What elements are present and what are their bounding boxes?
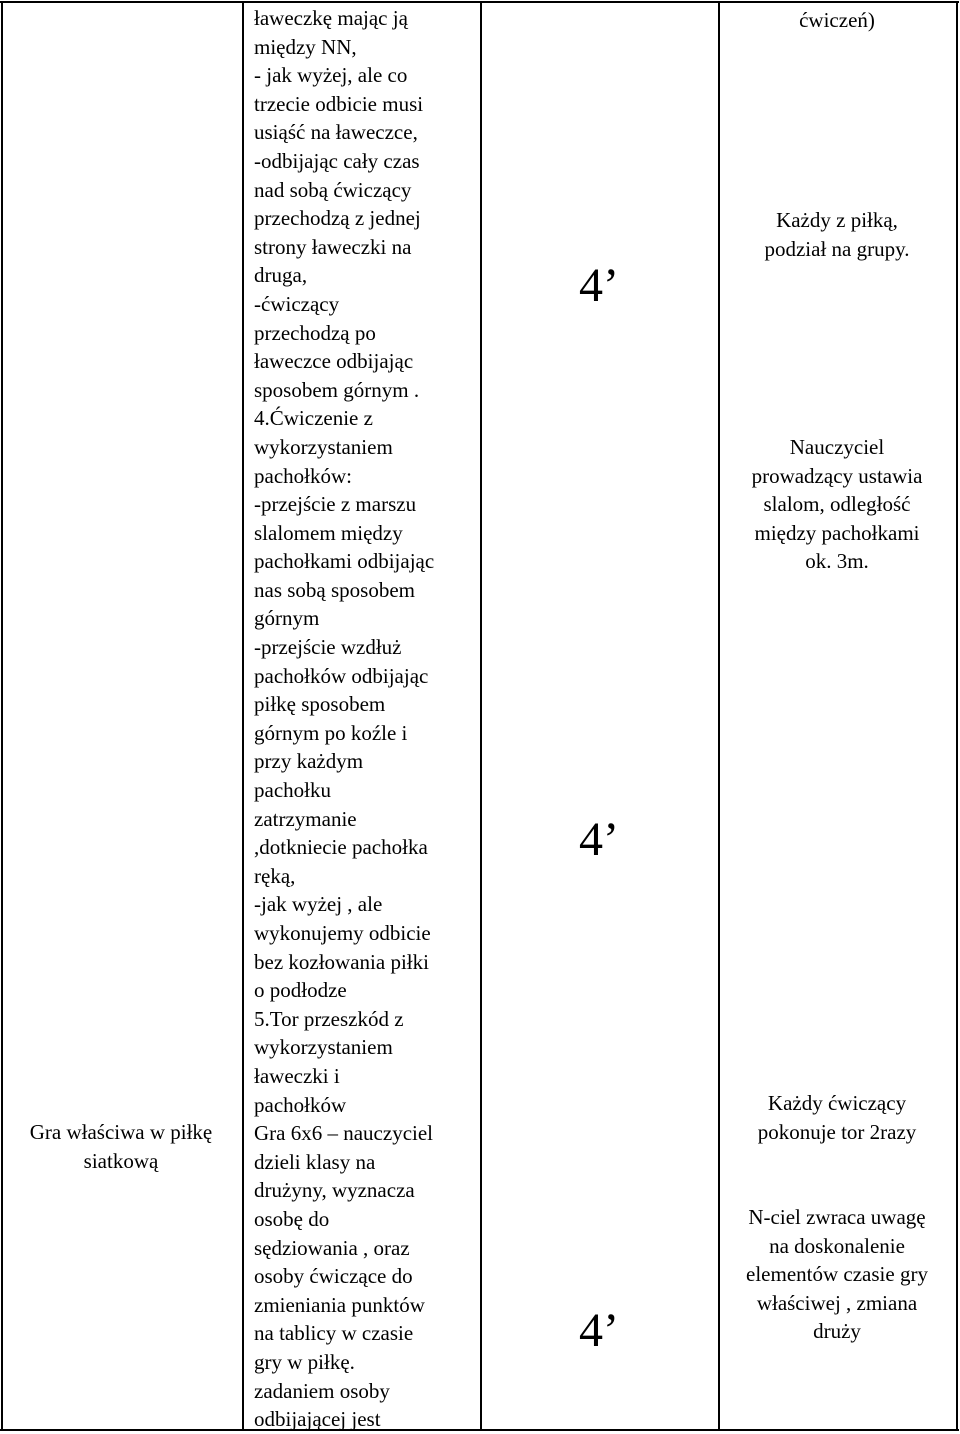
remark-line: druży	[813, 1319, 861, 1344]
exercise-line: pachołków	[254, 1092, 347, 1117]
exercise-line: pachołku	[254, 778, 331, 803]
topic-line: siatkową	[83, 1148, 159, 1173]
remark-line: elementów czasie gry	[746, 1262, 928, 1287]
remark-line: na doskonalenie	[769, 1233, 905, 1258]
column-divider-3	[718, 1, 720, 1431]
exercise-line: -przejście z marszu	[254, 492, 417, 517]
remark-line: prowadzący ustawia	[751, 463, 923, 488]
remark-line: ok. 3m.	[805, 549, 869, 574]
duration-value: 4’	[579, 1304, 619, 1357]
column-divider-2	[480, 1, 482, 1431]
topic-line: Gra właściwa w piłkę	[29, 1120, 213, 1144]
exercise-line: przy każdym	[254, 749, 364, 774]
exercise-line: trzecie odbicie musi	[254, 91, 424, 116]
exercise-line: wykorzystaniem	[254, 1035, 393, 1060]
remark-line: Każdy z piłką,	[776, 208, 898, 232]
exercise-line: pachołków odbijając	[254, 663, 429, 688]
exercise-line: sędziowania , oraz	[254, 1235, 410, 1260]
exercise-line: bez kozłowania piłki	[254, 949, 429, 974]
exercise-line: -ćwiczący	[254, 291, 340, 316]
exercise-line: 5.Tor przeszkód z	[254, 1006, 404, 1031]
remark-line: N-ciel zwraca uwagę	[748, 1205, 926, 1229]
exercise-line: pachołkami odbijając	[254, 549, 435, 574]
exercise-line: przechodzą po	[254, 320, 376, 345]
exercise-line: zatrzymanie	[254, 806, 357, 831]
exercise-line: -jak wyżej , ale	[254, 892, 383, 917]
exercise-line: 4.Ćwiczenie z	[254, 406, 373, 431]
exercise-line: slalomem między	[254, 520, 403, 545]
remark-line: Każdy ćwiczący	[767, 1091, 907, 1115]
exercise-line: -przejście wzdłuż	[254, 635, 402, 660]
topic-cell	[4, 1118, 238, 1175]
exercise-line: ławeczkę mając ją	[254, 6, 408, 30]
exercise-line: między NN,	[254, 34, 357, 59]
exercise-line: strony ławeczki na	[254, 234, 412, 259]
remark-block	[722, 1203, 952, 1346]
exercise-line: druga,	[254, 263, 308, 288]
exercise-line: usiąść na ławeczce,	[254, 120, 418, 145]
exercises-cell	[254, 4, 479, 1434]
remark-line: między pachołkami	[754, 520, 920, 545]
exercise-line: nad sobą ćwiczący	[254, 177, 412, 202]
column-divider-1	[242, 1, 244, 1431]
exercise-line: ławeczki i	[254, 1063, 340, 1088]
duration-value: 4’	[579, 813, 619, 866]
exercise-line: na tablicy w czasie	[254, 1321, 414, 1346]
exercise-line: ławeczce odbijając	[254, 349, 414, 374]
exercise-line: zmieniania punktów	[254, 1292, 425, 1317]
exercise-line: gry w piłkę.	[254, 1349, 355, 1374]
exercise-line: dzieli klasy na	[254, 1149, 376, 1174]
exercise-line: odbijającej jest	[254, 1407, 381, 1432]
table-border-left	[1, 1, 3, 1431]
exercise-line: - jak wyżej, ale co	[254, 63, 408, 88]
exercise-line: górnym	[254, 606, 320, 631]
exercise-line: pachołków:	[254, 463, 352, 488]
exercise-line: ,dotkniecie pachołka	[254, 835, 428, 860]
exercise-line: drużyny, wyznacza	[254, 1178, 415, 1203]
exercise-line: sposobem górnym .	[254, 377, 420, 402]
exercise-line: ręką,	[254, 863, 296, 888]
duration-value: 4’	[579, 259, 619, 312]
remark-line: ćwiczeń)	[799, 8, 875, 32]
remark-line: slalom, odległość	[763, 492, 911, 517]
remark-block	[722, 206, 952, 263]
exercise-line: -odbijając cały czas	[254, 148, 420, 173]
remark-block	[722, 1089, 952, 1146]
table-border-right	[956, 1, 958, 1431]
exercise-line: osobę do	[254, 1206, 330, 1231]
exercise-line: o podłodze	[254, 978, 347, 1003]
exercise-line: przechodzą z jednej	[254, 206, 421, 231]
exercise-line: osoby ćwiczące do	[254, 1264, 413, 1289]
remark-line: podział na grupy.	[764, 236, 910, 261]
exercise-line: nas sobą sposobem	[254, 577, 415, 602]
exercise-line: górnym po koźle i	[254, 720, 408, 745]
exercise-line: Gra 6x6 – nauczyciel	[254, 1121, 434, 1146]
remark-block	[722, 6, 952, 35]
remark-block	[722, 433, 952, 576]
exercise-line: piłkę sposobem	[254, 692, 386, 717]
exercise-line: wykorzystaniem	[254, 434, 393, 459]
remark-line: pokonuje tor 2razy	[757, 1119, 917, 1144]
remark-line: właściwej , zmiana	[756, 1290, 918, 1315]
exercise-line: wykonujemy odbicie	[254, 921, 431, 945]
remark-line: Nauczyciel	[789, 435, 885, 459]
exercise-line: zadaniem osoby	[254, 1378, 390, 1403]
